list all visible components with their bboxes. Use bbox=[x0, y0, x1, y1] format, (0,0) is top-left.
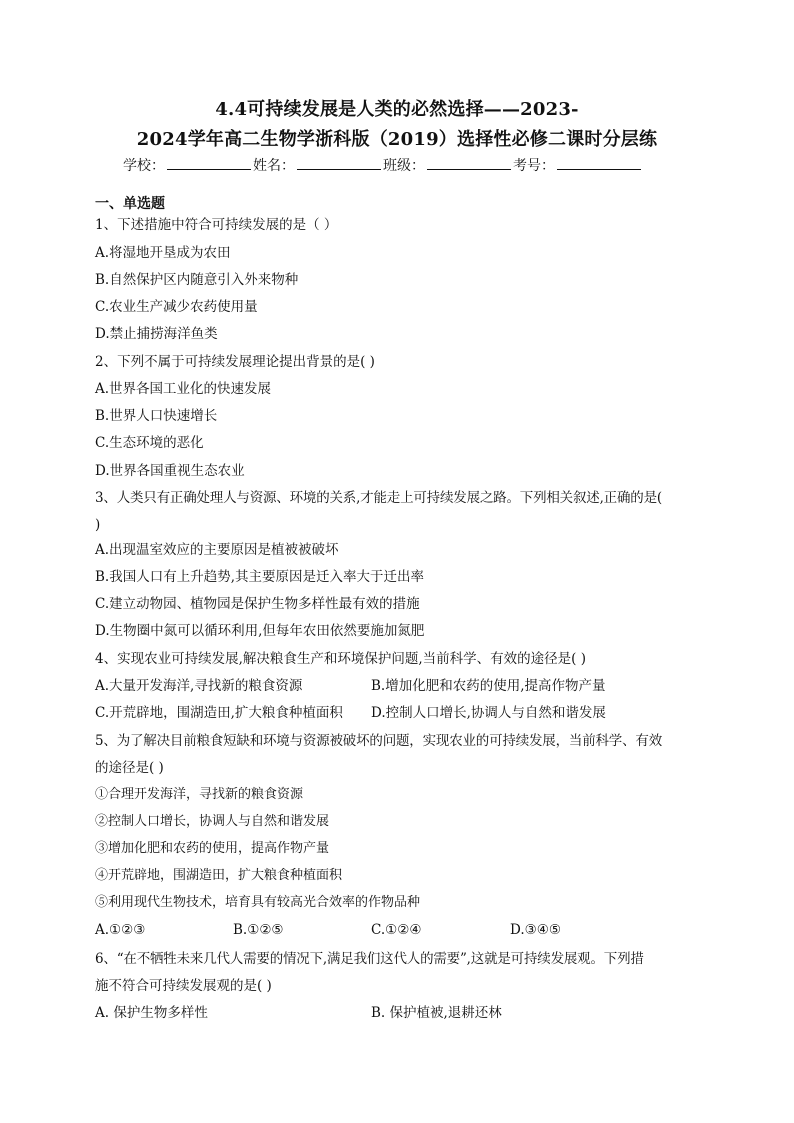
page-title-line2: 2024学年高二生物学浙科版（2019）选择性必修二课时分层练 bbox=[136, 129, 658, 150]
question-4-option-a: A.大量开发海洋,寻找新的粮食资源 bbox=[95, 678, 303, 694]
question-2-stem: 2、下列不属于可持续发展理论提出背景的是( ) bbox=[95, 354, 375, 370]
question-3-option-d: D.生物圈中氮可以循环利用,但每年农田依然要施加氮肥 bbox=[95, 623, 425, 639]
question-1-option-b: B.自然保护区内随意引入外来物种 bbox=[95, 272, 299, 288]
section-heading: 一、单选题 bbox=[95, 196, 165, 212]
question-5-stem-continued: 的途径是( ) bbox=[95, 760, 164, 776]
school-blank bbox=[167, 155, 251, 170]
question-3-stem-continued: ) bbox=[95, 517, 101, 533]
question-5-option-b: B.①②⑤ bbox=[233, 922, 284, 938]
question-2-option-c: C.生态环境的恶化 bbox=[95, 435, 204, 451]
question-4-option-b: B.增加化肥和农药的使用,提高作物产量 bbox=[371, 678, 606, 694]
question-4-stem: 4、实现农业可持续发展,解决粮食生产和环境保护问题,当前科学、有效的途径是( ) bbox=[95, 651, 586, 667]
question-2-option-d: D.世界各国重视生态农业 bbox=[95, 463, 245, 479]
question-6-stem: 6、“在不牺牲未来几代人需要的情况下,满足我们这代人的需要”,这就是可持续发展观。下列措 bbox=[95, 951, 644, 967]
student-info-row bbox=[123, 155, 683, 175]
question-1-option-d: D.禁止捕捞海洋鱼类 bbox=[95, 326, 218, 342]
question-2-option-b: B.世界人口快速增长 bbox=[95, 408, 218, 424]
name-blank bbox=[297, 155, 381, 170]
question-5-item-2: ②控制人口增长，协调人与自然和谐发展 bbox=[95, 814, 330, 829]
question-3-stem: 3、人类只有正确处理人与资源、环境的关系,才能走上可持续发展之路。下列相关叙述,正确的是( bbox=[95, 490, 662, 506]
question-5-item-4: ④开荒辟地，围湖造田，扩大粮食种植面积 bbox=[95, 868, 343, 883]
school-label: 学校： bbox=[123, 158, 165, 174]
question-6-option-a: A. 保护生物多样性 bbox=[95, 1005, 208, 1021]
question-6-stem-continued: 施不符合可持续发展观的是( ) bbox=[95, 978, 272, 994]
class-label: 班级： bbox=[383, 158, 425, 174]
question-5-option-c: C.①②④ bbox=[371, 922, 422, 938]
page-title-line1: 4.4可持续发展是人类的必然选择——2023- bbox=[215, 99, 579, 120]
question-5-item-3: ③增加化肥和农药的使用，提高作物产量 bbox=[95, 841, 330, 856]
question-5-option-d: D.③④⑤ bbox=[510, 922, 561, 938]
question-3-option-b: B.我国人口有上升趋势,其主要原因是迁入率大于迁出率 bbox=[95, 569, 425, 585]
question-1-stem: 1、下述措施中符合可持续发展的是（ ） bbox=[95, 217, 338, 233]
question-5-option-a: A.①②③ bbox=[95, 922, 146, 938]
question-5-stem: 5、为了解决目前粮食短缺和环境与资源被破坏的问题，实现农业的可持续发展，当前科学、有效 bbox=[95, 733, 662, 749]
exam-no-label: 考号： bbox=[513, 158, 555, 174]
question-4-option-c: C.开荒辟地，围湖造田,扩大粮食种植面积 bbox=[95, 705, 343, 721]
exam-no-blank bbox=[557, 155, 641, 170]
question-4-option-d: D.控制人口增长,协调人与自然和谐发展 bbox=[371, 705, 606, 721]
question-1-option-c: C.农业生产减少农药使用量 bbox=[95, 299, 258, 315]
class-blank bbox=[427, 155, 511, 170]
question-2-option-a: A.世界各国工业化的快速发展 bbox=[95, 381, 272, 397]
question-3-option-c: C.建立动物园、植物园是保护生物多样性最有效的措施 bbox=[95, 596, 420, 612]
question-3-option-a: A.出现温室效应的主要原因是植被被破坏 bbox=[95, 542, 339, 558]
question-6-option-b: B. 保护植被,退耕还林 bbox=[371, 1005, 502, 1021]
question-5-item-1: ①合理开发海洋，寻找新的粮食资源 bbox=[95, 787, 304, 802]
question-5-item-5: ⑤利用现代生物技术，培育具有较高光合效率的作物品种 bbox=[95, 895, 421, 910]
question-1-option-a: A.将湿地开垦成为农田 bbox=[95, 245, 231, 261]
name-label: 姓名： bbox=[253, 158, 295, 174]
